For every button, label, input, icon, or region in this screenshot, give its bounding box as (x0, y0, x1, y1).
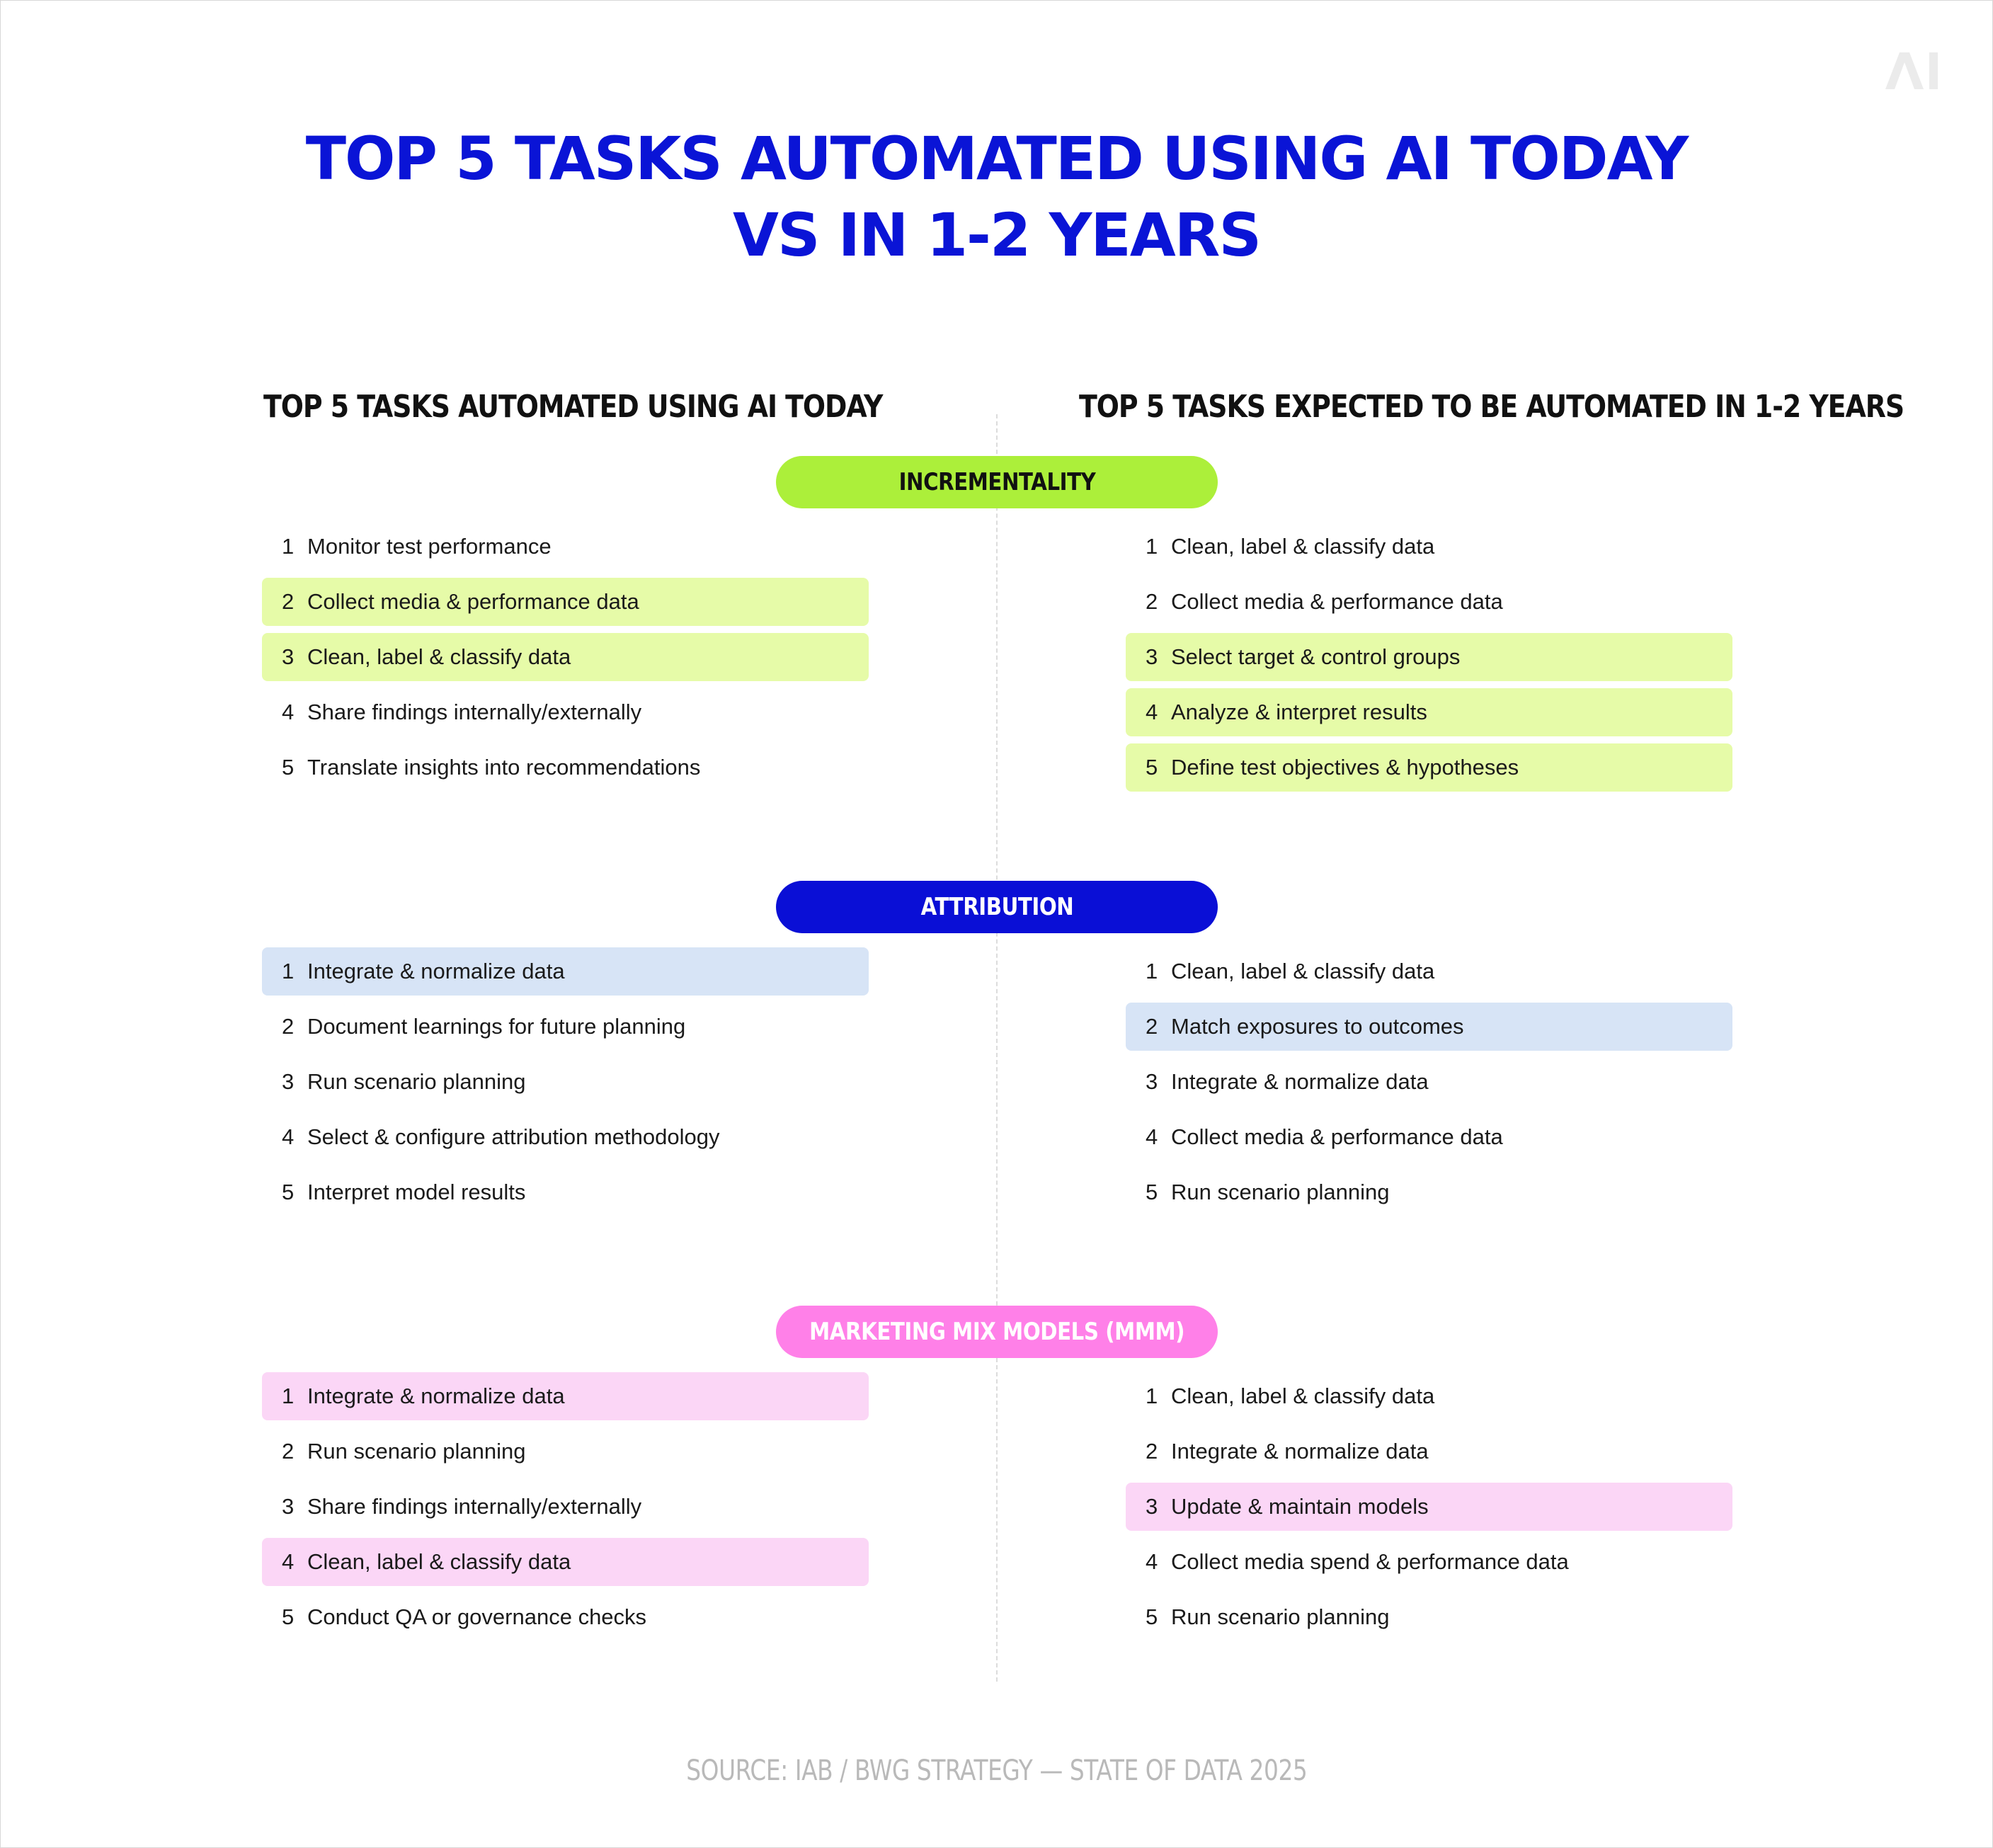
task-row (262, 1483, 869, 1531)
task-rank: 1 (282, 959, 295, 983)
task-rank: 3 (282, 644, 295, 669)
task-text: Integrate & normalize data (307, 1384, 565, 1408)
task-rank: 3 (282, 1069, 295, 1094)
task-text: Integrate & normalize data (307, 959, 565, 983)
task-row (1126, 1372, 1732, 1420)
section-pill (776, 881, 1218, 933)
task-row (1126, 1113, 1732, 1161)
task-rank: 3 (1146, 644, 1158, 669)
task-text: Clean, label & classify data (1171, 1384, 1435, 1408)
task-rank: 1 (282, 1384, 295, 1408)
task-rank: 5 (1146, 755, 1158, 780)
task-row (262, 1168, 869, 1216)
task-row (262, 1003, 869, 1051)
task-row (1126, 1538, 1732, 1586)
task-row (1126, 947, 1732, 996)
task-rank: 3 (1146, 1494, 1158, 1519)
task-rank: 5 (1146, 1180, 1158, 1204)
column-header-future: TOP 5 TASKS EXPECTED TO BE AUTOMATED IN 1-2 YEARS (1079, 389, 1905, 425)
source-text: SOURCE: IAB / BWG STRATEGY — STATE OF DATA 2025 (685, 1755, 1308, 1787)
task-text: Integrate & normalize data (1171, 1439, 1429, 1464)
task-text: Collect media spend & performance data (1171, 1549, 1569, 1574)
task-text: Clean, label & classify data (1171, 959, 1435, 983)
task-row (1126, 743, 1732, 792)
task-rank: 4 (282, 1124, 295, 1149)
page-title (0, 120, 1993, 273)
task-row (262, 1427, 869, 1476)
task-text: Define test objectives & hypotheses (1171, 755, 1519, 780)
task-text: Conduct QA or governance checks (307, 1604, 647, 1629)
task-rank: 5 (282, 1604, 295, 1629)
task-text: Collect media & performance data (1171, 1124, 1503, 1149)
task-row (1126, 578, 1732, 626)
section-pill (776, 1306, 1218, 1358)
task-row (262, 1538, 869, 1586)
task-text: Collect media & performance data (307, 589, 639, 614)
task-text: Select & configure attribution methodology (307, 1124, 720, 1149)
task-rank: 2 (282, 589, 295, 614)
task-text: Collect media & performance data (1171, 589, 1503, 614)
task-rank: 4 (282, 1549, 295, 1574)
task-text: Run scenario planning (307, 1069, 526, 1094)
task-rank: 1 (282, 534, 295, 559)
task-row (1126, 1003, 1732, 1051)
task-row (1126, 523, 1732, 571)
task-rank: 5 (282, 755, 295, 780)
section-pill (776, 456, 1218, 508)
task-row (1126, 1058, 1732, 1106)
task-rank: 2 (282, 1014, 295, 1039)
center-divider (996, 414, 998, 1682)
task-text: Integrate & normalize data (1171, 1069, 1429, 1094)
task-text: Translate insights into recommendations (307, 755, 701, 780)
task-text: Document learnings for future planning (307, 1014, 686, 1039)
section-pill-label: MARKETING MIX MODELS (MMM) (809, 1318, 1184, 1346)
task-rank: 2 (1146, 589, 1158, 614)
task-row (1126, 1593, 1732, 1641)
task-text: Share findings internally/externally (307, 700, 642, 724)
task-rank: 4 (1146, 700, 1158, 724)
task-rank: 5 (282, 1180, 295, 1204)
task-text: Clean, label & classify data (307, 644, 571, 669)
task-rank: 1 (1146, 1384, 1158, 1408)
section-pill-label: ATTRIBUTION (920, 893, 1073, 921)
task-rank: 4 (1146, 1549, 1158, 1574)
task-text: Run scenario planning (1171, 1604, 1390, 1629)
task-row (262, 1372, 869, 1420)
task-row (1126, 688, 1732, 736)
source-note (0, 1755, 1993, 1787)
task-row (262, 1058, 869, 1106)
task-text: Run scenario planning (307, 1439, 526, 1464)
task-row (262, 688, 869, 736)
ai-logo (1880, 50, 1943, 92)
task-text: Select target & control groups (1171, 644, 1461, 669)
column-header-today: TOP 5 TASKS AUTOMATED USING AI TODAY (263, 389, 883, 425)
task-row (262, 1113, 869, 1161)
task-rank: 2 (1146, 1014, 1158, 1039)
task-row (1126, 1483, 1732, 1531)
task-rank: 4 (1146, 1124, 1158, 1149)
task-row (1126, 1427, 1732, 1476)
task-rank: 2 (282, 1439, 295, 1464)
task-rank: 5 (1146, 1604, 1158, 1629)
task-rank: 3 (282, 1494, 295, 1519)
task-text: Share findings internally/externally (307, 1494, 642, 1519)
task-text: Run scenario planning (1171, 1180, 1390, 1204)
task-row (262, 578, 869, 626)
task-rank: 1 (1146, 534, 1158, 559)
page-title-line-2: VS IN 1-2 YEARS (733, 200, 1260, 270)
task-text: Clean, label & classify data (1171, 534, 1435, 559)
task-row (262, 743, 869, 792)
task-row (262, 633, 869, 681)
task-text: Match exposures to outcomes (1171, 1014, 1464, 1039)
task-text: Monitor test performance (307, 534, 552, 559)
task-text: Analyze & interpret results (1171, 700, 1427, 724)
task-row (262, 947, 869, 996)
section-pill-label: INCREMENTALITY (898, 468, 1095, 496)
task-text: Interpret model results (307, 1180, 526, 1204)
task-text: Update & maintain models (1171, 1494, 1429, 1519)
task-row (262, 1593, 869, 1641)
task-row (1126, 1168, 1732, 1216)
task-row (262, 523, 869, 571)
task-rank: 1 (1146, 959, 1158, 983)
task-text: Clean, label & classify data (307, 1549, 571, 1574)
task-row (1126, 633, 1732, 681)
task-rank: 3 (1146, 1069, 1158, 1094)
task-rank: 4 (282, 700, 295, 724)
page-title-line-1: TOP 5 TASKS AUTOMATED USING AI TODAY (305, 124, 1688, 193)
task-rank: 2 (1146, 1439, 1158, 1464)
